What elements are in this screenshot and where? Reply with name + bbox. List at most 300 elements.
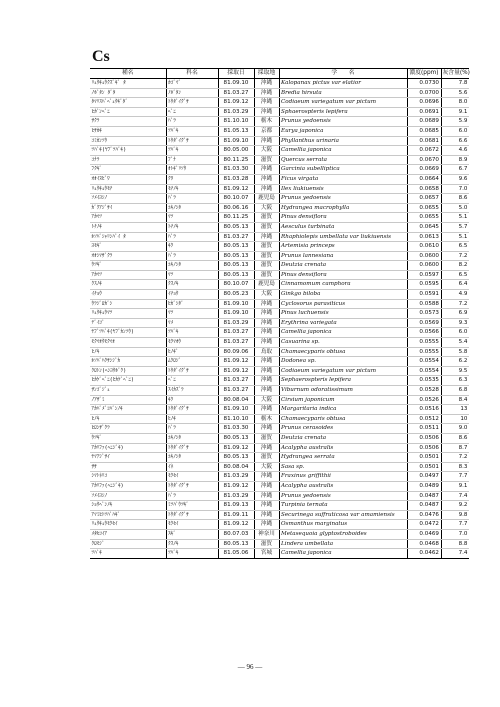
table-row bbox=[90, 510, 469, 520]
scientific-name-cell: Aesculus turbinata bbox=[279, 222, 407, 232]
scientific-name-cell: Prunus yedoensis bbox=[279, 117, 407, 127]
table-row bbox=[90, 472, 469, 482]
family-name-cell: ｽｲｶｽﾞﾗ bbox=[166, 386, 218, 396]
table-row bbox=[90, 126, 469, 136]
collection-location-cell: 沖縄 bbox=[254, 107, 279, 117]
scientific-name-cell: Lindera umbellata bbox=[279, 539, 407, 549]
scientific-name-cell: Fraxinus griffithii bbox=[279, 472, 407, 482]
collection-location-cell: 沖縄 bbox=[254, 472, 279, 482]
ash-content-cell: 5.4 bbox=[441, 338, 469, 348]
table-row bbox=[90, 539, 469, 549]
collection-date-cell: 80.10.07 bbox=[218, 194, 254, 204]
scientific-name-cell: Viburnum odoratissimum bbox=[279, 386, 407, 396]
species-name-cell: ｸｽﾉｷ bbox=[90, 280, 166, 290]
collection-location-cell: 沖縄 bbox=[254, 366, 279, 376]
table-row bbox=[90, 98, 469, 108]
species-name-cell: ﾄﾁﾉｷ bbox=[90, 222, 166, 232]
concentration-ppm-cell: 0.0573 bbox=[407, 309, 441, 319]
species-name-cell: ｱｶﾊﾞﾒﾞｺﾊﾞﾝﾉｷ bbox=[90, 405, 166, 415]
collection-date-cell: 80.06.16 bbox=[218, 203, 254, 213]
scientific-name-cell: Codiaeum variegatum var pictum bbox=[279, 366, 407, 376]
species-name-cell: ｱｶﾘﾌｧ(ﾍﾆｼﾞｷ) bbox=[90, 481, 166, 491]
table-row bbox=[90, 165, 469, 175]
family-name-cell: ﾂﾊﾞｷ bbox=[166, 146, 218, 156]
collection-location-cell: 滋賀 bbox=[254, 251, 279, 261]
species-name-cell: ﾔﾌﾞﾂﾊﾞｷ(ﾔﾌﾞｶﾝｿｳ) bbox=[90, 328, 166, 338]
column-header-species: 種名 bbox=[90, 69, 166, 79]
collection-location-cell: 沖縄 bbox=[254, 386, 279, 396]
collection-location-cell: 沖縄 bbox=[254, 232, 279, 242]
concentration-ppm-cell: 0.0516 bbox=[407, 405, 441, 415]
collection-date-cell: 80.05.13 bbox=[218, 242, 254, 252]
table-row bbox=[90, 520, 469, 530]
concentration-ppm-cell: 0.0501 bbox=[407, 453, 441, 463]
collection-location-cell: 滋賀 bbox=[254, 155, 279, 165]
collection-location-cell: 滋賀 bbox=[254, 261, 279, 271]
column-header-family: 科名 bbox=[166, 69, 218, 79]
collection-date-cell: 81.09.12 bbox=[218, 357, 254, 367]
species-name-cell: ｿﾒｲﾖｼﾉ bbox=[90, 491, 166, 501]
species-name-cell: ｶﾞｸｱｼﾞｻｲ bbox=[90, 203, 166, 213]
species-name-cell: ｻｻ bbox=[90, 462, 166, 472]
family-name-cell: ﾐﾂﾊﾞｳﾂｷﾞ bbox=[166, 501, 218, 511]
scientific-name-cell: Pinus densiflora bbox=[279, 270, 407, 280]
family-name-cell: ﾄｳﾀﾞｲｸﾞｻ bbox=[166, 510, 218, 520]
scientific-name-cell: Quercus serrata bbox=[279, 155, 407, 165]
family-name-cell: ﾂﾊﾞｷ bbox=[166, 549, 218, 559]
ash-content-cell: 8.8 bbox=[441, 539, 469, 549]
family-name-cell: ﾊﾞﾗ bbox=[166, 194, 218, 204]
ash-content-cell: 7.7 bbox=[441, 472, 469, 482]
table-row bbox=[90, 433, 469, 443]
family-name-cell: ｸｽﾉｷ bbox=[166, 539, 218, 549]
table-row bbox=[90, 280, 469, 290]
cesium-concentration-table bbox=[90, 68, 469, 559]
concentration-ppm-cell: 0.0588 bbox=[407, 299, 441, 309]
collection-date-cell: 81.05.06 bbox=[218, 549, 254, 559]
collection-location-cell: 沖縄 bbox=[254, 79, 279, 89]
concentration-ppm-cell: 0.0472 bbox=[407, 520, 441, 530]
collection-date-cell: 81.10.10 bbox=[218, 414, 254, 424]
scientific-name-cell: Sephaerospteris lepifera bbox=[279, 376, 407, 386]
ash-content-cell: 6.2 bbox=[441, 357, 469, 367]
table-row bbox=[90, 318, 469, 328]
collection-location-cell: 沖縄 bbox=[254, 357, 279, 367]
table-row bbox=[90, 443, 469, 453]
family-name-cell: ﾄｳﾀﾞｲｸﾞｻ bbox=[166, 405, 218, 415]
species-name-cell: ｿﾒｲﾖｼﾉ bbox=[90, 194, 166, 204]
table-row bbox=[90, 213, 469, 223]
ash-content-cell: 5.7 bbox=[441, 222, 469, 232]
collection-date-cell: 80.07.03 bbox=[218, 529, 254, 539]
collection-location-cell: 鹿児島 bbox=[254, 194, 279, 204]
collection-location-cell: 滋賀 bbox=[254, 222, 279, 232]
scientific-name-cell: Artemisia princeps bbox=[279, 242, 407, 252]
collection-location-cell: 沖縄 bbox=[254, 309, 279, 319]
collection-date-cell: 80.10.07 bbox=[218, 280, 254, 290]
collection-date-cell: 81.05.13 bbox=[218, 126, 254, 136]
family-name-cell: ﾕｷﾉｼﾀ bbox=[166, 453, 218, 463]
collection-location-cell: 沖縄 bbox=[254, 481, 279, 491]
concentration-ppm-cell: 0.0555 bbox=[407, 347, 441, 357]
collection-location-cell: 滋賀 bbox=[254, 213, 279, 223]
concentration-ppm-cell: 0.0511 bbox=[407, 424, 441, 434]
concentration-ppm-cell: 0.0528 bbox=[407, 386, 441, 396]
table-row bbox=[90, 481, 469, 491]
collection-date-cell: 80.05.13 bbox=[218, 433, 254, 443]
table-row bbox=[90, 328, 469, 338]
ash-content-cell: 7.2 bbox=[441, 453, 469, 463]
collection-location-cell: 鹿児島 bbox=[254, 280, 279, 290]
ash-content-cell: 8.6 bbox=[441, 433, 469, 443]
family-name-cell: ﾓｸｾｲ bbox=[166, 472, 218, 482]
species-name-cell: ｻﾝｺﾞｼﾞｭ bbox=[90, 386, 166, 396]
concentration-ppm-cell: 0.0645 bbox=[407, 222, 441, 232]
species-name-cell: ﾋﾉｷ bbox=[90, 347, 166, 357]
ash-content-cell: 9.3 bbox=[441, 318, 469, 328]
species-name-cell: ﾘｭｳｷｭｳﾓｸｾｲ bbox=[90, 520, 166, 530]
ash-content-cell: 6.5 bbox=[441, 270, 469, 280]
species-name-cell: ｱｶﾘﾌｧ(ﾍﾆｼﾞｷ) bbox=[90, 443, 166, 453]
concentration-ppm-cell: 0.0689 bbox=[407, 117, 441, 127]
scientific-name-cell: Casuarina sp. bbox=[279, 338, 407, 348]
species-name-cell: ｼｮｳﾍﾞﾝﾉｷ bbox=[90, 501, 166, 511]
collection-date-cell: 81.09.10 bbox=[218, 136, 254, 146]
table-row bbox=[90, 270, 469, 280]
family-name-cell: ｸﾜ bbox=[166, 174, 218, 184]
column-header-concentration: 濃度(ppm) bbox=[407, 69, 441, 79]
scientific-name-cell: Pinus luchuensis bbox=[279, 309, 407, 319]
collection-date-cell: 81.09.12 bbox=[218, 98, 254, 108]
concentration-ppm-cell: 0.0487 bbox=[407, 491, 441, 501]
family-name-cell: ｽｷﾞ bbox=[166, 529, 218, 539]
scientific-name-cell: Ginkgo biloba bbox=[279, 290, 407, 300]
scientific-name-cell: Codiaeum variegatum var pictum bbox=[279, 98, 407, 108]
collection-location-cell: 滋賀 bbox=[254, 539, 279, 549]
ash-content-cell: 7.7 bbox=[441, 520, 469, 530]
table-row bbox=[90, 155, 469, 165]
concentration-ppm-cell: 0.0600 bbox=[407, 251, 441, 261]
table-row bbox=[90, 347, 469, 357]
table-row bbox=[90, 549, 469, 559]
ash-content-cell: 9.1 bbox=[441, 481, 469, 491]
collection-date-cell: 81.03.29 bbox=[218, 318, 254, 328]
ash-content-cell: 5.0 bbox=[441, 203, 469, 213]
ash-content-cell: 7.2 bbox=[441, 299, 469, 309]
scientific-name-cell: Camellia japonica bbox=[279, 146, 407, 156]
scientific-name-cell: Chamaecyparis obtusa bbox=[279, 347, 407, 357]
ash-content-cell: 4.6 bbox=[441, 146, 469, 156]
collection-date-cell: 81.03.27 bbox=[218, 338, 254, 348]
concentration-ppm-cell: 0.0501 bbox=[407, 462, 441, 472]
collection-location-cell: 大阪 bbox=[254, 395, 279, 405]
family-name-cell: ﾕｷﾉｼﾀ bbox=[166, 203, 218, 213]
collection-date-cell: 81.09.12 bbox=[218, 481, 254, 491]
collection-location-cell: 滋賀 bbox=[254, 242, 279, 252]
collection-date-cell: 80.05.23 bbox=[218, 290, 254, 300]
concentration-ppm-cell: 0.0613 bbox=[407, 232, 441, 242]
collection-date-cell: 81.10.10 bbox=[218, 117, 254, 127]
scientific-name-cell: Deutzia crenata bbox=[279, 261, 407, 271]
family-name-cell: ﾕｷﾉｼﾀ bbox=[166, 433, 218, 443]
species-name-cell: ﾂﾊﾞｷ(ﾔﾌﾞﾂﾊﾞｷ) bbox=[90, 146, 166, 156]
scientific-name-cell: Hydrangea serrata bbox=[279, 453, 407, 463]
column-header-ash-content: 灰含量(%) bbox=[441, 69, 469, 79]
species-name-cell: ﾋﾛﾝｻﾞｸﾗ bbox=[90, 424, 166, 434]
family-name-cell: ﾊﾞﾗ bbox=[166, 491, 218, 501]
concentration-ppm-cell: 0.0487 bbox=[407, 501, 441, 511]
species-name-cell: ﾋﾉｷ bbox=[90, 414, 166, 424]
concentration-ppm-cell: 0.0535 bbox=[407, 376, 441, 386]
collection-date-cell: 81.03.30 bbox=[218, 165, 254, 175]
scientific-name-cell: Erythrina variegata bbox=[279, 318, 407, 328]
concentration-ppm-cell: 0.0554 bbox=[407, 357, 441, 367]
family-name-cell: ﾉﾎﾞﾀﾝ bbox=[166, 88, 218, 98]
table-row bbox=[90, 405, 469, 415]
family-name-cell: ﾓｸﾏｵｳ bbox=[166, 338, 218, 348]
ash-content-cell: 7.0 bbox=[441, 184, 469, 194]
family-name-cell: ｷｸ bbox=[166, 395, 218, 405]
species-name-cell: ｱｶﾏﾂ bbox=[90, 270, 166, 280]
family-name-cell: ﾂﾊﾞｷ bbox=[166, 126, 218, 136]
ash-content-cell: 7.8 bbox=[441, 79, 469, 89]
concentration-ppm-cell: 0.0670 bbox=[407, 155, 441, 165]
species-name-cell: ｳﾗｼﾞﾛｶﾞｼ bbox=[90, 299, 166, 309]
scientific-name-cell: Margaritaria indica bbox=[279, 405, 407, 415]
concentration-ppm-cell: 0.0685 bbox=[407, 126, 441, 136]
concentration-ppm-cell: 0.0597 bbox=[407, 270, 441, 280]
concentration-ppm-cell: 0.0681 bbox=[407, 136, 441, 146]
collection-location-cell: 沖縄 bbox=[254, 299, 279, 309]
collection-location-cell: 沖縄 bbox=[254, 376, 279, 386]
ash-content-cell: 4.9 bbox=[441, 290, 469, 300]
ash-content-cell: 6.0 bbox=[441, 328, 469, 338]
collection-date-cell: 80.05.00 bbox=[218, 146, 254, 156]
ash-content-cell: 9.5 bbox=[441, 366, 469, 376]
collection-location-cell: 宮城 bbox=[254, 549, 279, 559]
table-row bbox=[90, 529, 469, 539]
family-name-cell: ﾓﾁﾉｷ bbox=[166, 184, 218, 194]
scientific-name-cell: Prunus lannesiana bbox=[279, 251, 407, 261]
concentration-ppm-cell: 0.0591 bbox=[407, 290, 441, 300]
species-name-cell: ﾎｿﾊﾞｼｬﾘﾝﾊﾞｲ ﾀ bbox=[90, 232, 166, 242]
species-name-cell: ｳﾂｷﾞ bbox=[90, 433, 166, 443]
ash-content-cell: 9.6 bbox=[441, 174, 469, 184]
concentration-ppm-cell: 0.0696 bbox=[407, 98, 441, 108]
scientific-name-cell: Turpinia ternata bbox=[279, 501, 407, 511]
concentration-ppm-cell: 0.0658 bbox=[407, 184, 441, 194]
species-name-cell: ｼﾏﾄﾈﾘｺ bbox=[90, 472, 166, 482]
family-name-cell: ﾄｳﾀﾞｲｸﾞｻ bbox=[166, 443, 218, 453]
scientific-name-cell: Deutzia crenata bbox=[279, 433, 407, 443]
concentration-ppm-cell: 0.0554 bbox=[407, 366, 441, 376]
species-name-cell: ﾋｶﾞﾝﾍﾞﾆ bbox=[90, 107, 166, 117]
table-row bbox=[90, 357, 469, 367]
collection-location-cell: 沖縄 bbox=[254, 443, 279, 453]
collection-location-cell: 沖縄 bbox=[254, 184, 279, 194]
table-row bbox=[90, 376, 469, 386]
scientific-name-cell: Osmanthus marginatus bbox=[279, 520, 407, 530]
family-name-cell: ﾍﾞﾆ bbox=[166, 376, 218, 386]
species-name-cell: ﾘｭｳｷｭｳｸｽﾞｷﾞ ﾀ bbox=[90, 79, 166, 89]
table-row bbox=[90, 251, 469, 261]
species-name-cell: ﾀﾏﾘｽﾊﾞﾍﾞｭｳｷﾞﾀﾞ bbox=[90, 98, 166, 108]
table-row bbox=[90, 338, 469, 348]
collection-location-cell: 沖縄 bbox=[254, 501, 279, 511]
collection-location-cell: 沖縄 bbox=[254, 136, 279, 146]
ash-content-cell: 5.8 bbox=[441, 347, 469, 357]
scientific-name-cell: Acalypha australis bbox=[279, 443, 407, 453]
page-number: — 96 — bbox=[237, 663, 263, 671]
ash-content-cell: 10 bbox=[441, 414, 469, 424]
ash-content-cell: 8.7 bbox=[441, 443, 469, 453]
concentration-ppm-cell: 0.0497 bbox=[407, 472, 441, 482]
scientific-name-cell: Sasa sp. bbox=[279, 462, 407, 472]
table-row bbox=[90, 501, 469, 511]
collection-date-cell: 80.05.13 bbox=[218, 453, 254, 463]
collection-date-cell: 81.09.12 bbox=[218, 520, 254, 530]
scientific-name-cell: Ficus virgata bbox=[279, 174, 407, 184]
table-row bbox=[90, 242, 469, 252]
collection-date-cell: 81.03.27 bbox=[218, 232, 254, 242]
concentration-ppm-cell: 0.0655 bbox=[407, 213, 441, 223]
scientific-name-cell: Sphaerospteris lepifera bbox=[279, 107, 407, 117]
concentration-ppm-cell: 0.0657 bbox=[407, 194, 441, 204]
species-name-cell: ｸﾛﾄﾝ(ﾍﾝﾖｳﾎﾞｸ) bbox=[90, 366, 166, 376]
collection-date-cell: 81.03.29 bbox=[218, 472, 254, 482]
collection-date-cell: 81.09.12 bbox=[218, 366, 254, 376]
table-row bbox=[90, 309, 469, 319]
scientific-name-cell: Phyllanthus urinaria bbox=[279, 136, 407, 146]
species-name-cell: ｵｵｼﾏｻﾞｸﾗ bbox=[90, 251, 166, 261]
ash-content-cell: 13 bbox=[441, 405, 469, 415]
scientific-name-cell: Ilex liukiuensis bbox=[279, 184, 407, 194]
scientific-name-cell: Metasequoia glyptostroboides bbox=[279, 529, 407, 539]
collection-date-cell: 81.09.10 bbox=[218, 79, 254, 89]
family-name-cell: ﾏﾂ bbox=[166, 270, 218, 280]
scientific-name-cell: Prunus yedoensis bbox=[279, 491, 407, 501]
collection-location-cell: 沖縄 bbox=[254, 318, 279, 328]
family-name-cell: ﾊﾞﾗ bbox=[166, 232, 218, 242]
collection-location-cell: 鳥取 bbox=[254, 347, 279, 357]
collection-date-cell: 80.11.25 bbox=[218, 213, 254, 223]
table-row bbox=[90, 395, 469, 405]
scientific-name-cell: Camellia japonica bbox=[279, 328, 407, 338]
scientific-name-cell: Cinnamomum camphora bbox=[279, 280, 407, 290]
ash-content-cell: 6.3 bbox=[441, 376, 469, 386]
table-row bbox=[90, 290, 469, 300]
ash-content-cell: 8.4 bbox=[441, 395, 469, 405]
concentration-ppm-cell: 0.0555 bbox=[407, 338, 441, 348]
family-name-cell: ｵﾄｷﾞﾘｿｳ bbox=[166, 165, 218, 175]
collection-date-cell: 80.05.13 bbox=[218, 261, 254, 271]
table-row bbox=[90, 366, 469, 376]
concentration-ppm-cell: 0.0595 bbox=[407, 280, 441, 290]
concentration-ppm-cell: 0.0600 bbox=[407, 261, 441, 271]
family-name-cell: ﾊﾞﾗ bbox=[166, 424, 218, 434]
family-name-cell: ｸｽﾉｷ bbox=[166, 280, 218, 290]
family-name-cell: ﾋﾉｷ bbox=[166, 414, 218, 424]
ash-content-cell: 5.9 bbox=[441, 117, 469, 127]
concentration-ppm-cell: 0.0566 bbox=[407, 328, 441, 338]
ash-content-cell: 7.4 bbox=[441, 491, 469, 501]
page-title: Cs bbox=[92, 48, 110, 65]
column-header-location: 採取地 bbox=[254, 69, 279, 79]
table-row bbox=[90, 194, 469, 204]
collection-date-cell: 81.03.27 bbox=[218, 376, 254, 386]
table-row bbox=[90, 462, 469, 472]
concentration-ppm-cell: 0.0506 bbox=[407, 443, 441, 453]
family-name-cell: ﾂﾊﾞｷ bbox=[166, 328, 218, 338]
scientific-name-cell: Cirsium japonicum bbox=[279, 395, 407, 405]
ash-content-cell: 8.3 bbox=[441, 462, 469, 472]
family-name-cell: ﾄｳﾀﾞｲｸﾞｻ bbox=[166, 481, 218, 491]
family-name-cell: ﾌﾞﾅ bbox=[166, 155, 218, 165]
family-name-cell: ﾊﾞﾗ bbox=[166, 251, 218, 261]
species-name-cell: ｱｶﾏﾂ bbox=[90, 213, 166, 223]
ash-content-cell: 8.6 bbox=[441, 194, 469, 204]
scientific-name-cell: Garcinia subelliptica bbox=[279, 165, 407, 175]
concentration-ppm-cell: 0.0462 bbox=[407, 549, 441, 559]
collection-date-cell: 80.08.04 bbox=[218, 462, 254, 472]
family-name-cell: ﾑｸﾛｼﾞ bbox=[166, 357, 218, 367]
species-name-cell: ﾔﾏｱｼﾞｻｲ bbox=[90, 453, 166, 463]
collection-date-cell: 81.09.10 bbox=[218, 309, 254, 319]
ash-content-cell: 9.1 bbox=[441, 107, 469, 117]
ash-content-cell: 9.0 bbox=[441, 424, 469, 434]
family-name-cell: ﾄｳﾀﾞｲｸﾞｻ bbox=[166, 136, 218, 146]
column-header-scientific-name: 学 名 bbox=[279, 69, 407, 79]
ash-content-cell: 8.0 bbox=[441, 98, 469, 108]
species-name-cell: ｵｵｲﾇﾋﾞﾜ bbox=[90, 174, 166, 184]
collection-date-cell: 81.03.28 bbox=[218, 174, 254, 184]
ash-content-cell: 9.8 bbox=[441, 510, 469, 520]
collection-location-cell: 滋賀 bbox=[254, 270, 279, 280]
family-name-cell: ﾋｶﾞｼﾀﾞ bbox=[166, 299, 218, 309]
species-name-cell: ﾉﾎﾞﾀﾝ ﾀﾞﾀ bbox=[90, 88, 166, 98]
concentration-ppm-cell: 0.0672 bbox=[407, 146, 441, 156]
species-name-cell: ｳﾂｷﾞ bbox=[90, 261, 166, 271]
scientific-name-cell: Prunus cerasoides bbox=[279, 424, 407, 434]
ash-content-cell: 5.6 bbox=[441, 88, 469, 98]
scientific-name-cell: Camellia japonica bbox=[279, 549, 407, 559]
collection-location-cell: 沖縄 bbox=[254, 174, 279, 184]
concentration-ppm-cell: 0.0691 bbox=[407, 107, 441, 117]
collection-date-cell: 80.05.13 bbox=[218, 270, 254, 280]
collection-location-cell: 沖縄 bbox=[254, 510, 279, 520]
table-header-row bbox=[90, 69, 469, 79]
collection-date-cell: 81.09.10 bbox=[218, 405, 254, 415]
table-row bbox=[90, 174, 469, 184]
species-name-cell: ﾘｭｳｷｭｳﾏﾂ bbox=[90, 309, 166, 319]
collection-location-cell: 沖縄 bbox=[254, 98, 279, 108]
concentration-ppm-cell: 0.0469 bbox=[407, 529, 441, 539]
concentration-ppm-cell: 0.0730 bbox=[407, 79, 441, 89]
ash-content-cell: 6.5 bbox=[441, 242, 469, 252]
species-name-cell: ﾓｸﾏｵｳﾓｸﾏｵ bbox=[90, 338, 166, 348]
table-row bbox=[90, 184, 469, 194]
scientific-name-cell: Bredia hirsuta bbox=[279, 88, 407, 98]
collection-date-cell: 81.09.10 bbox=[218, 299, 254, 309]
table-row bbox=[90, 107, 469, 117]
species-name-cell: ｺﾐｶﾝｿｳ bbox=[90, 136, 166, 146]
table-row bbox=[90, 136, 469, 146]
collection-date-cell: 81.03.27 bbox=[218, 88, 254, 98]
collection-date-cell: 81.09.12 bbox=[218, 184, 254, 194]
species-name-cell: ﾌｸｷﾞ bbox=[90, 165, 166, 175]
collection-location-cell: 滋賀 bbox=[254, 453, 279, 463]
ash-content-cell: 5.1 bbox=[441, 232, 469, 242]
